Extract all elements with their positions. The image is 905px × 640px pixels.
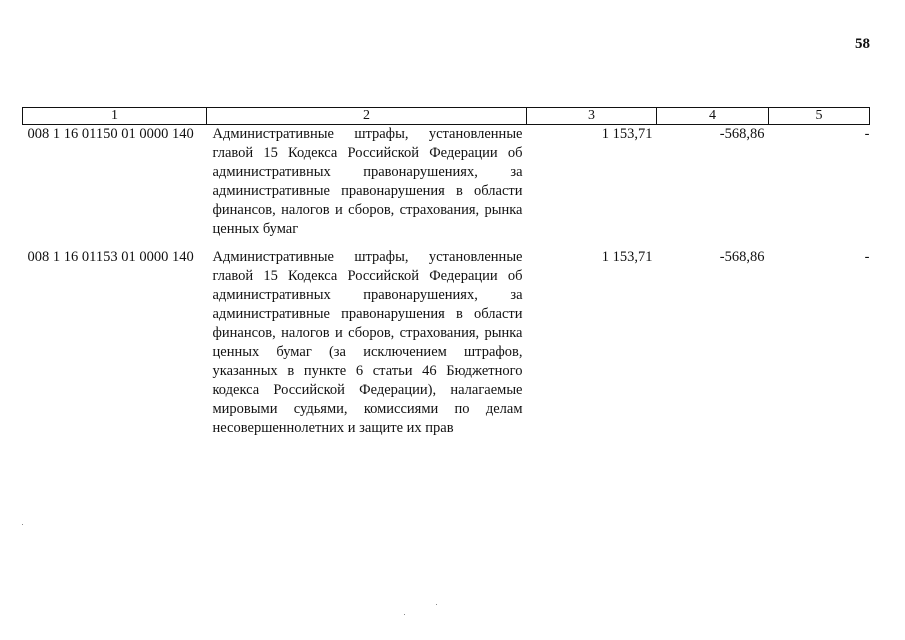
row-name: Административные штрафы, установленные главой 15 Кодекса Российской Федерации об административных правонарушениях, за административные правонарушения в области финансов, налогов и сборов, страхования, рынка ценных бумаг	[212, 126, 523, 237]
table-row	[23, 125, 870, 240]
header-col-2: 2	[207, 108, 527, 125]
row-col5-value: -	[864, 126, 870, 142]
row-name: Административные штрафы, установленные главой 15 Кодекса Российской Федерации об административных правонарушениях, за административные правонарушения в области финансов, налогов и сборов, страхования, рынка ценных бумаг (за исключением штрафов, указанных в пункте 6 статьи 46 Бюджетного кодекса Российской Федерации), налагаемые мировыми судьями, комиссиями по делам несовершеннолетних и защите их прав	[212, 249, 523, 436]
header-col-5: 5	[769, 108, 870, 125]
scan-speck	[404, 614, 405, 615]
table-body	[23, 125, 870, 439]
header-row	[23, 108, 870, 125]
row-col4-value: -568,86	[719, 126, 765, 142]
row-code: 008 1 16 01150 01 0000 140	[27, 126, 194, 142]
page-number: 58	[855, 36, 870, 52]
budget-table	[22, 107, 870, 438]
row-spacer	[23, 239, 870, 248]
scan-speck	[436, 604, 437, 605]
table-row	[23, 248, 870, 438]
row-col3-value: 1 153,71	[601, 126, 653, 142]
header-col-4: 4	[657, 108, 769, 125]
table-header	[23, 108, 870, 125]
row-code: 008 1 16 01153 01 0000 140	[27, 249, 194, 265]
row-col5-value: -	[864, 249, 870, 265]
row-col4-value: -568,86	[719, 249, 765, 265]
header-col-1: 1	[23, 108, 207, 125]
scan-speck	[22, 524, 23, 525]
header-col-3: 3	[527, 108, 657, 125]
row-col3-value: 1 153,71	[601, 249, 653, 265]
